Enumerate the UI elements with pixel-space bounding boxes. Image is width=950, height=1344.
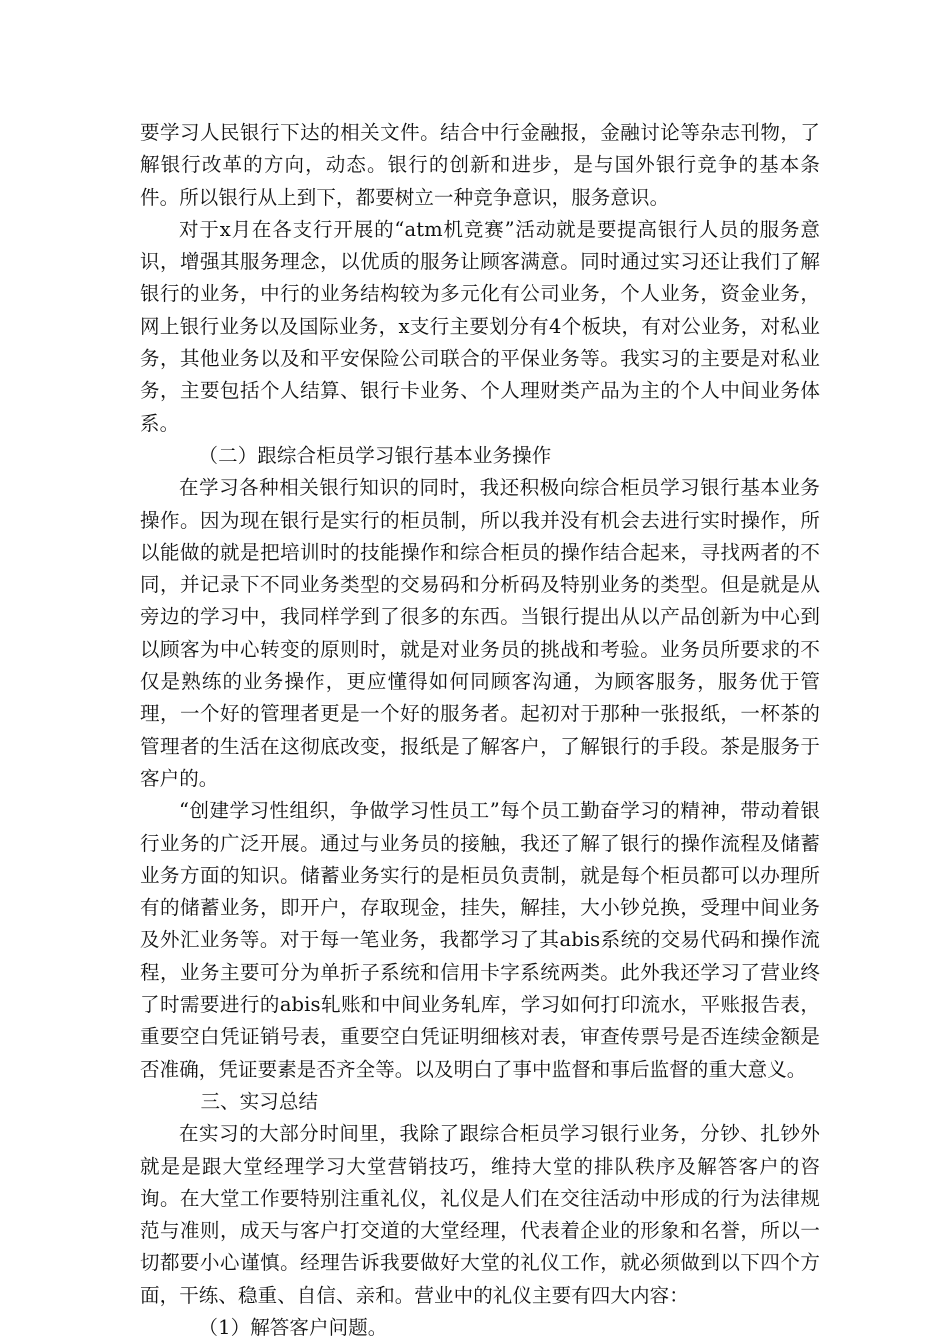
paragraph-5: 在实习的大部分时间里，我除了跟综合柜员学习银行业务，分钞、扎钞外就是是跟大堂经理学习大堂营销技巧，维持大堂的排队秩序及解答客户的咨询。在大堂工作要特别注重礼仪，礼仪是人们在交往活动中形成的行为法律规范与准则，成天与客户打交道的大堂经理，代表着企业的形象和名誉，所以一切都要小心谨慎。经理告诉我要做好大堂的礼仪工作，就必须做到以下四个方面，干练、稳重、自信、亲和。营业中的礼仪主要有四大内容：	[140, 1122, 820, 1307]
paragraph-2: 对于x月在各支行开展的“atm机竞赛”活动就是要提高银行人员的服务意识，增强其服务理念，以优质的服务让顾客满意。同时通过实习还让我们了解银行的业务，中行的业务结构较为多元化有公司业务，个人业务，资金业务，网上银行业务以及国际业务，x支行主要划分有4个板块，有对公业务，对私业务，其他业务以及和平安保险公司联合的平保业务等。我实习的主要是对私业务，主要包括个人结算、银行卡业务、个人理财类产品为主的个人中间业务体系。	[140, 217, 820, 435]
paragraph-4: “创建学习性组织，争做学习性员工”每个员工勤奋学习的精神，带动着银行业务的广泛开展。通过与业务员的接触，我还了解了银行的操作流程及储蓄业务方面的知识。储蓄业务实行的是柜员负责制，就是每个柜员都可以办理所有的储蓄业务，即开户，存取现金，挂失，解挂，大小钞兑换，受理中间业务及外汇业务等。对于每一笔业务，我都学习了其abis系统的交易代码和操作流程，业务主要可分为单折子系统和信用卡字系统两类。此外我还学习了营业终了时需要进行的abis轧账和中间业务轧库，学习如何打印流水，平账报告表，重要空白凭证销号表，重要空白凭证明细核对表，审查传票号是否连续金额是否准确，凭证要素是否齐全等。以及明白了事中监督和事后监督的重大意义。	[140, 799, 820, 1081]
list-item-1: （1）解答客户问题。	[198, 1315, 388, 1339]
paragraph-3: 在学习各种相关银行知识的同时，我还积极向综合柜员学习银行基本业务操作。因为现在银行是实行的柜员制，所以我并没有机会去进行实时操作，所以能做的就是把培训时的技能操作和综合柜员的操作结合起来，寻找两者的不同，并记录下不同业务类型的交易码和分析码及特别业务的类型。但是就是从旁边的学习中，我同样学到了很多的东西。当银行提出从以产品创新为中心到以顾客为中心转变的原则时，就是对业务员的挑战和考验。业务员所要求的不仅是熟练的业务操作，更应懂得如何同顾客沟通，为顾客服务，服务优于管理，一个好的管理者更是一个好的服务者。起初对于那种一张报纸，一杯茶的管理者的生活在这彻底改变，报纸是了解客户，了解银行的手段。茶是服务于客户的。	[140, 476, 820, 790]
document-body	[140, 117, 820, 1344]
paragraph-1: 要学习人民银行下达的相关文件。结合中行金融报，金融讨论等杂志刊物，了解银行改革的方向，动态。银行的创新和进步，是与国外银行竞争的基本条件。所以银行从上到下，都要树立一种竞争意识，服务意识。	[140, 121, 820, 209]
section-heading-3: 三、实习总结	[200, 1089, 319, 1113]
section-heading-2: （二）跟综合柜员学习银行基本业务操作	[198, 443, 552, 467]
